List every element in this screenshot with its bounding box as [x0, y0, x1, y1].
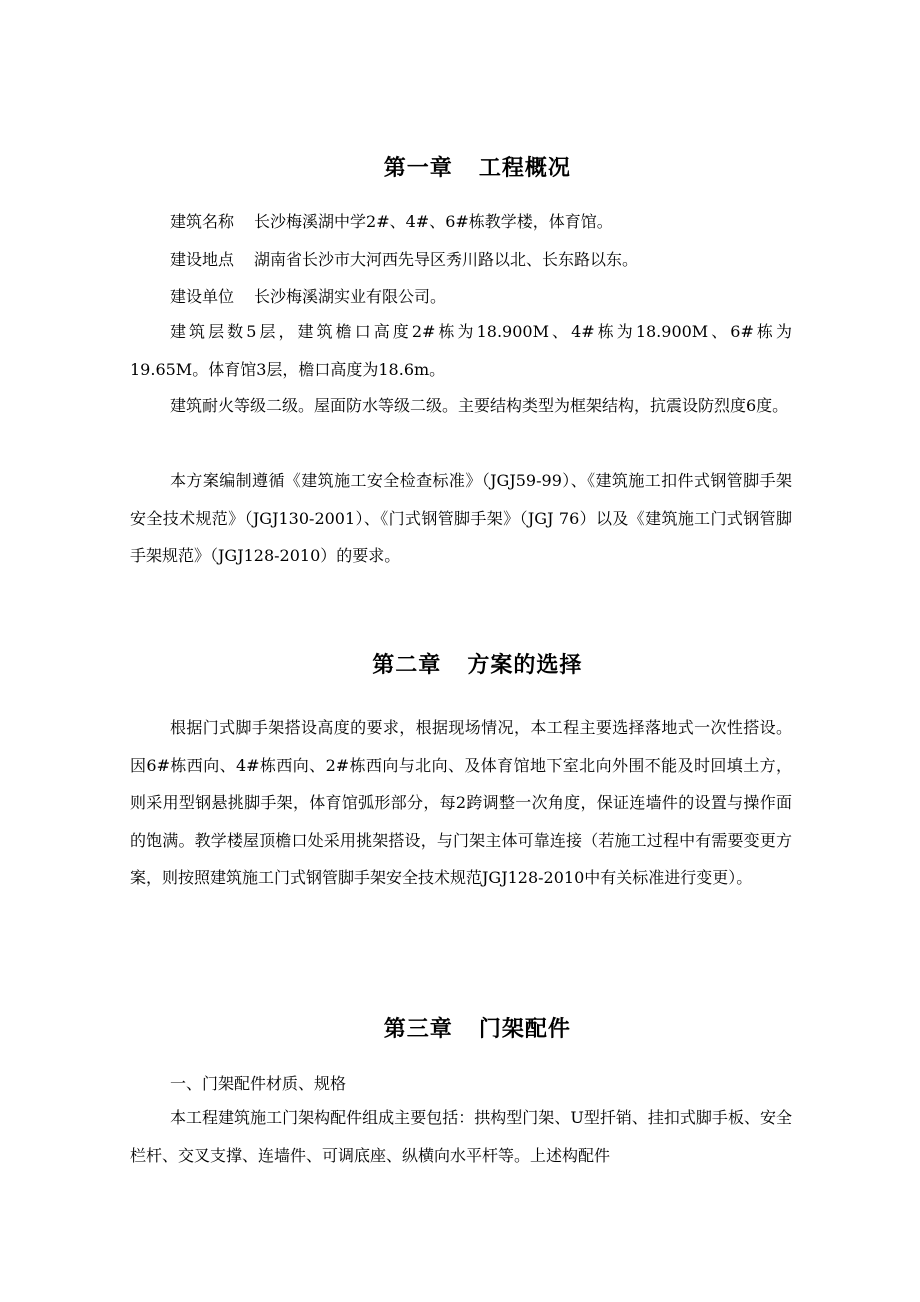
standards-paragraph: 本方案编制遵循《建筑施工安全检查标准》（JGJ59-99）、《建筑施工扣件式钢管脚手架安全技术规范》（JGJ130-2001）、《门式钢管脚手架》（JGJ 76）以及《建筑施工门式钢管脚手架规范》（JGJ128-2010）的要求。	[130, 471, 792, 565]
owner-label: 建设单位	[170, 287, 235, 306]
location-line	[170, 250, 638, 270]
fire-paragraph: 建筑耐火等级二级。屋面防水等级二级。主要结构类型为框架结构，抗震设防烈度6度。	[170, 396, 789, 415]
building-name-label: 建筑名称	[170, 212, 235, 231]
location-value: 湖南省长沙市大河西先导区秀川路以北、长东路以东。	[254, 250, 639, 269]
chapter-3-title: 门架配件	[478, 1017, 571, 1042]
chapter-2-heading	[0, 623, 920, 704]
chapter-2-number: 第二章	[372, 653, 442, 678]
chapter-3-heading	[0, 987, 920, 1068]
chapter-1-title: 工程概况	[478, 156, 571, 181]
chapter-1-number: 第一章	[383, 156, 453, 181]
building-name-value: 长沙梅溪湖中学2#、4#、6#栋教学楼，体育馆。	[254, 212, 613, 231]
fittings-paragraph: 本工程建筑施工门架构配件组成主要包括：拱构型门架、U型扦销、挂扣式脚手板、安全栏杆、交叉支撑、连墙件、可调底座、纵横向水平杆等。上述构配件	[130, 1108, 792, 1165]
floors-paragraph: 建筑层数5层，建筑檐口高度2#栋为18.900M、4#栋为18.900M、6#栋为19.65M。体育馆3层，檐口高度为18.6m。	[130, 322, 792, 379]
building-name-line	[170, 212, 613, 232]
chapter-1-heading	[0, 126, 920, 207]
owner-value: 长沙梅溪湖实业有限公司。	[254, 287, 447, 306]
location-label: 建设地点	[170, 250, 235, 269]
fittings-subheading: 一、门架配件材质、规格	[170, 1074, 347, 1093]
scheme-paragraph: 根据门式脚手架搭设高度的要求，根据现场情况，本工程主要选择落地式一次性搭设。因6#栋西向、4#栋西向、2#栋西向与北向、及体育馆地下室北向外围不能及时回填土方，则采用型钢悬挑脚手架，体育馆弧形部分，每2跨调整一次角度，保证连墙件的设置与操作面的饱满。教学楼屋顶檐口处采用挑架搭设，与门架主体可靠连接（若施工过程中有需要变更方案，则按照建筑施工门式钢管脚手架安全技术规范JGJ128-2010中有关标准进行变更）。	[130, 718, 792, 887]
chapter-3-number: 第三章	[383, 1017, 453, 1042]
chapter-2-title: 方案的选择	[467, 653, 583, 678]
owner-line	[170, 287, 446, 307]
